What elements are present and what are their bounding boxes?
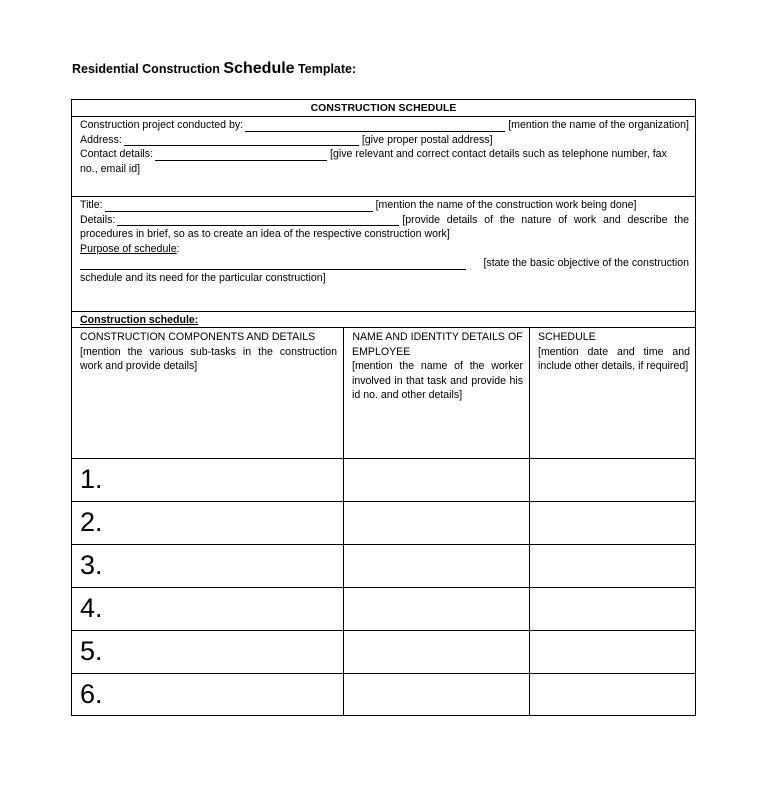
- contact-hint-continued: no., email id]: [80, 162, 141, 175]
- page-title-suffix: Template:: [298, 62, 357, 76]
- conducted-by-hint: [mention the name of the organization]: [508, 119, 689, 131]
- purpose-field-line: [80, 256, 689, 271]
- details-line: [80, 213, 689, 228]
- details-field[interactable]: [117, 214, 399, 226]
- schedule-form-table: [71, 99, 696, 716]
- divider: [72, 116, 695, 117]
- title-line: [80, 198, 689, 213]
- schedule-heading: Construction schedule:: [80, 314, 199, 326]
- details-label: Details:: [80, 213, 116, 226]
- schedule-hint: [mention date and time and include other details, if required]: [538, 345, 690, 372]
- row-number: 5.: [80, 636, 103, 666]
- divider: [72, 327, 695, 328]
- row-divider: [72, 630, 695, 631]
- organization-section: [80, 118, 689, 176]
- row-divider: [72, 673, 695, 674]
- employee-header: NAME AND IDENTITY DETAILS OF EMPLOYEE: [352, 331, 523, 358]
- work-title-field[interactable]: [105, 200, 373, 212]
- address-hint: [give proper postal address]: [361, 133, 493, 146]
- contact-line: [80, 147, 689, 162]
- divider: [72, 196, 695, 197]
- employee-column-header: [344, 330, 529, 403]
- purpose-line: [80, 242, 689, 257]
- schedule-column-header: [530, 330, 696, 374]
- page-title: [72, 60, 356, 78]
- purpose-hint-continued: schedule and its need for the particular construction]: [80, 271, 326, 284]
- components-header: CONSTRUCTION COMPONENTS AND DETAILS: [80, 331, 316, 343]
- address-line: [80, 133, 689, 148]
- row-number: 6.: [80, 679, 103, 709]
- purpose-hint: [state the basic objective of the construction: [483, 257, 689, 269]
- purpose-label: Purpose of schedule: [80, 242, 177, 255]
- row-number: 2.: [80, 507, 103, 537]
- details-hint-continued: procedures in brief, so as to create an idea of the respective construction work]: [80, 228, 450, 240]
- work-title-label: Title:: [80, 199, 103, 211]
- purpose-colon: :: [176, 242, 180, 255]
- details-hint: [provide details of the nature of work and describe the: [402, 213, 689, 226]
- conducted-by-field[interactable]: [245, 120, 505, 132]
- column-divider: [529, 327, 530, 715]
- table-title: CONSTRUCTION SCHEDULE: [310, 103, 457, 114]
- components-column-header: [72, 330, 343, 374]
- row-number: 4.: [80, 593, 103, 623]
- work-section: [80, 198, 689, 285]
- row-divider: [72, 501, 695, 502]
- work-title-hint: [mention the name of the construction work being done]: [375, 199, 637, 211]
- address-label: Address:: [80, 133, 122, 146]
- contact-label: Contact details:: [80, 148, 154, 160]
- conducted-by-label: Construction project conducted by:: [80, 119, 244, 131]
- conducted-by-line: [80, 118, 689, 133]
- page-title-prefix: Residential Construction: [72, 62, 220, 76]
- components-hint: [mention the various sub-tasks in the construction work and provide details]: [80, 345, 337, 372]
- row-divider: [72, 458, 695, 459]
- divider: [72, 311, 695, 312]
- row-number: 1.: [80, 464, 103, 494]
- row-divider: [72, 544, 695, 545]
- page-title-emphasis: Schedule: [223, 60, 295, 77]
- row-divider: [72, 587, 695, 588]
- schedule-header: SCHEDULE: [538, 331, 596, 343]
- contact-field[interactable]: [155, 149, 327, 161]
- employee-hint: [mention the name of the worker involved in that task and provide his id no. and other details]: [352, 360, 523, 401]
- purpose-field[interactable]: [80, 258, 466, 270]
- contact-hint: [give relevant and correct contact details such as telephone number, fax: [330, 148, 667, 160]
- row-number: 3.: [80, 550, 103, 580]
- address-field[interactable]: [124, 134, 359, 146]
- schedule-heading-block: [80, 313, 689, 328]
